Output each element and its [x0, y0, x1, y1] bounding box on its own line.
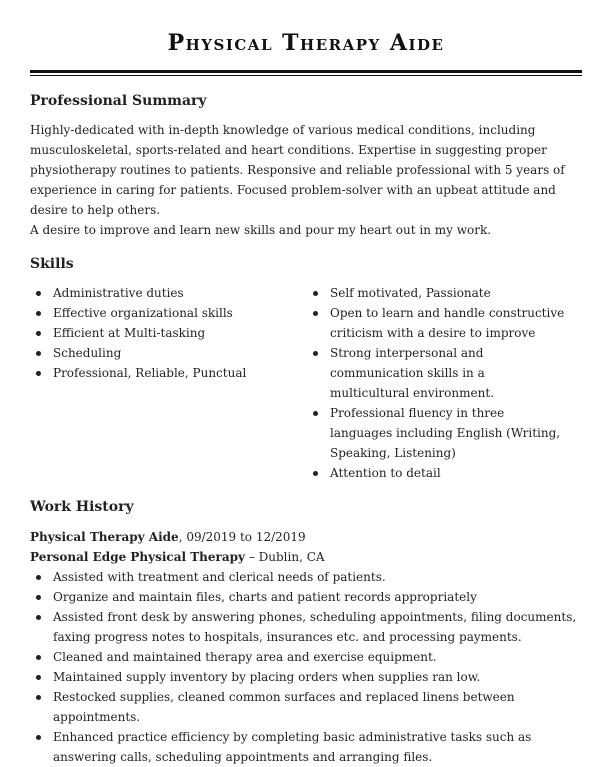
skills-section	[30, 254, 582, 483]
skill-item: Professional fluency in three languages including English (Writing, Speaking, Listening)	[307, 403, 567, 463]
job-duty: Organize and maintain files, charts and patient records appropriately	[30, 587, 582, 607]
job-duty: Cleaned and maintained therapy area and exercise equipment.	[30, 647, 582, 667]
skill-item: Self motivated, Passionate	[307, 283, 567, 303]
work-heading: Work History	[30, 499, 134, 515]
skill-item: Strong interpersonal and communication skills in a multicultural environment.	[307, 343, 567, 403]
summary-paragraph: Highly-dedicated with in-depth knowledge of various medical conditions, including musculoskeletal, sports-related and heart conditions. Expertise in suggesting proper physiotherapy routines to patients. Responsive and reliable professional with 5 years of experience in caring for patients. Focused problem-solver with an upbeat attitude and desire to help others.	[30, 123, 565, 217]
skills-list-left	[30, 283, 307, 483]
resume-page	[30, 0, 582, 767]
job-duty: Maintained supply inventory by placing orders when supplies ran low.	[30, 667, 582, 687]
skills-list-right	[307, 283, 567, 483]
skill-item: Effective organizational skills	[30, 303, 307, 323]
skill-item: Open to learn and handle constructive criticism with a desire to improve	[307, 303, 567, 343]
resume-title: Physical Therapy Aide	[167, 30, 445, 56]
summary-section	[30, 91, 582, 240]
summary-heading: Professional Summary	[30, 93, 207, 109]
skills-heading: Skills	[30, 256, 74, 272]
skill-item: Scheduling	[30, 343, 307, 363]
skill-item: Professional, Reliable, Punctual	[30, 363, 307, 383]
job-company-line	[30, 547, 582, 567]
job-title-line	[30, 527, 582, 547]
skill-item: Attention to detail	[307, 463, 567, 483]
header-divider-thick	[30, 70, 582, 73]
job-company: Personal Edge Physical Therapy	[30, 550, 245, 564]
job-duty: Restocked supplies, cleaned common surfaces and replaced linens between appointments.	[30, 687, 582, 727]
job-duty: Assisted front desk by answering phones, scheduling appointments, filing documents, faxing progress notes to hospitals, insurances etc. and processing payments.	[30, 607, 582, 647]
job-duty: Enhanced practice efficiency by completing basic administrative tasks such as answering calls, scheduling appointments and arranging files.	[30, 727, 582, 767]
job-dates: , 09/2019 to 12/2019	[178, 530, 306, 544]
skill-item: Efficient at Multi-tasking	[30, 323, 307, 343]
job-position: Physical Therapy Aide	[30, 530, 179, 544]
job-duties-list	[30, 567, 582, 767]
skills-columns	[30, 283, 582, 483]
job-duty: Assisted with treatment and clerical needs of patients.	[30, 567, 582, 587]
summary-paragraph: A desire to improve and learn new skills and pour my heart out in my work.	[30, 223, 492, 237]
skill-item: Administrative duties	[30, 283, 307, 303]
summary-text	[30, 120, 582, 240]
work-section	[30, 497, 582, 767]
header-divider-thin	[30, 75, 582, 76]
job-location: – Dublin, CA	[245, 550, 325, 564]
job-entry	[30, 527, 582, 767]
